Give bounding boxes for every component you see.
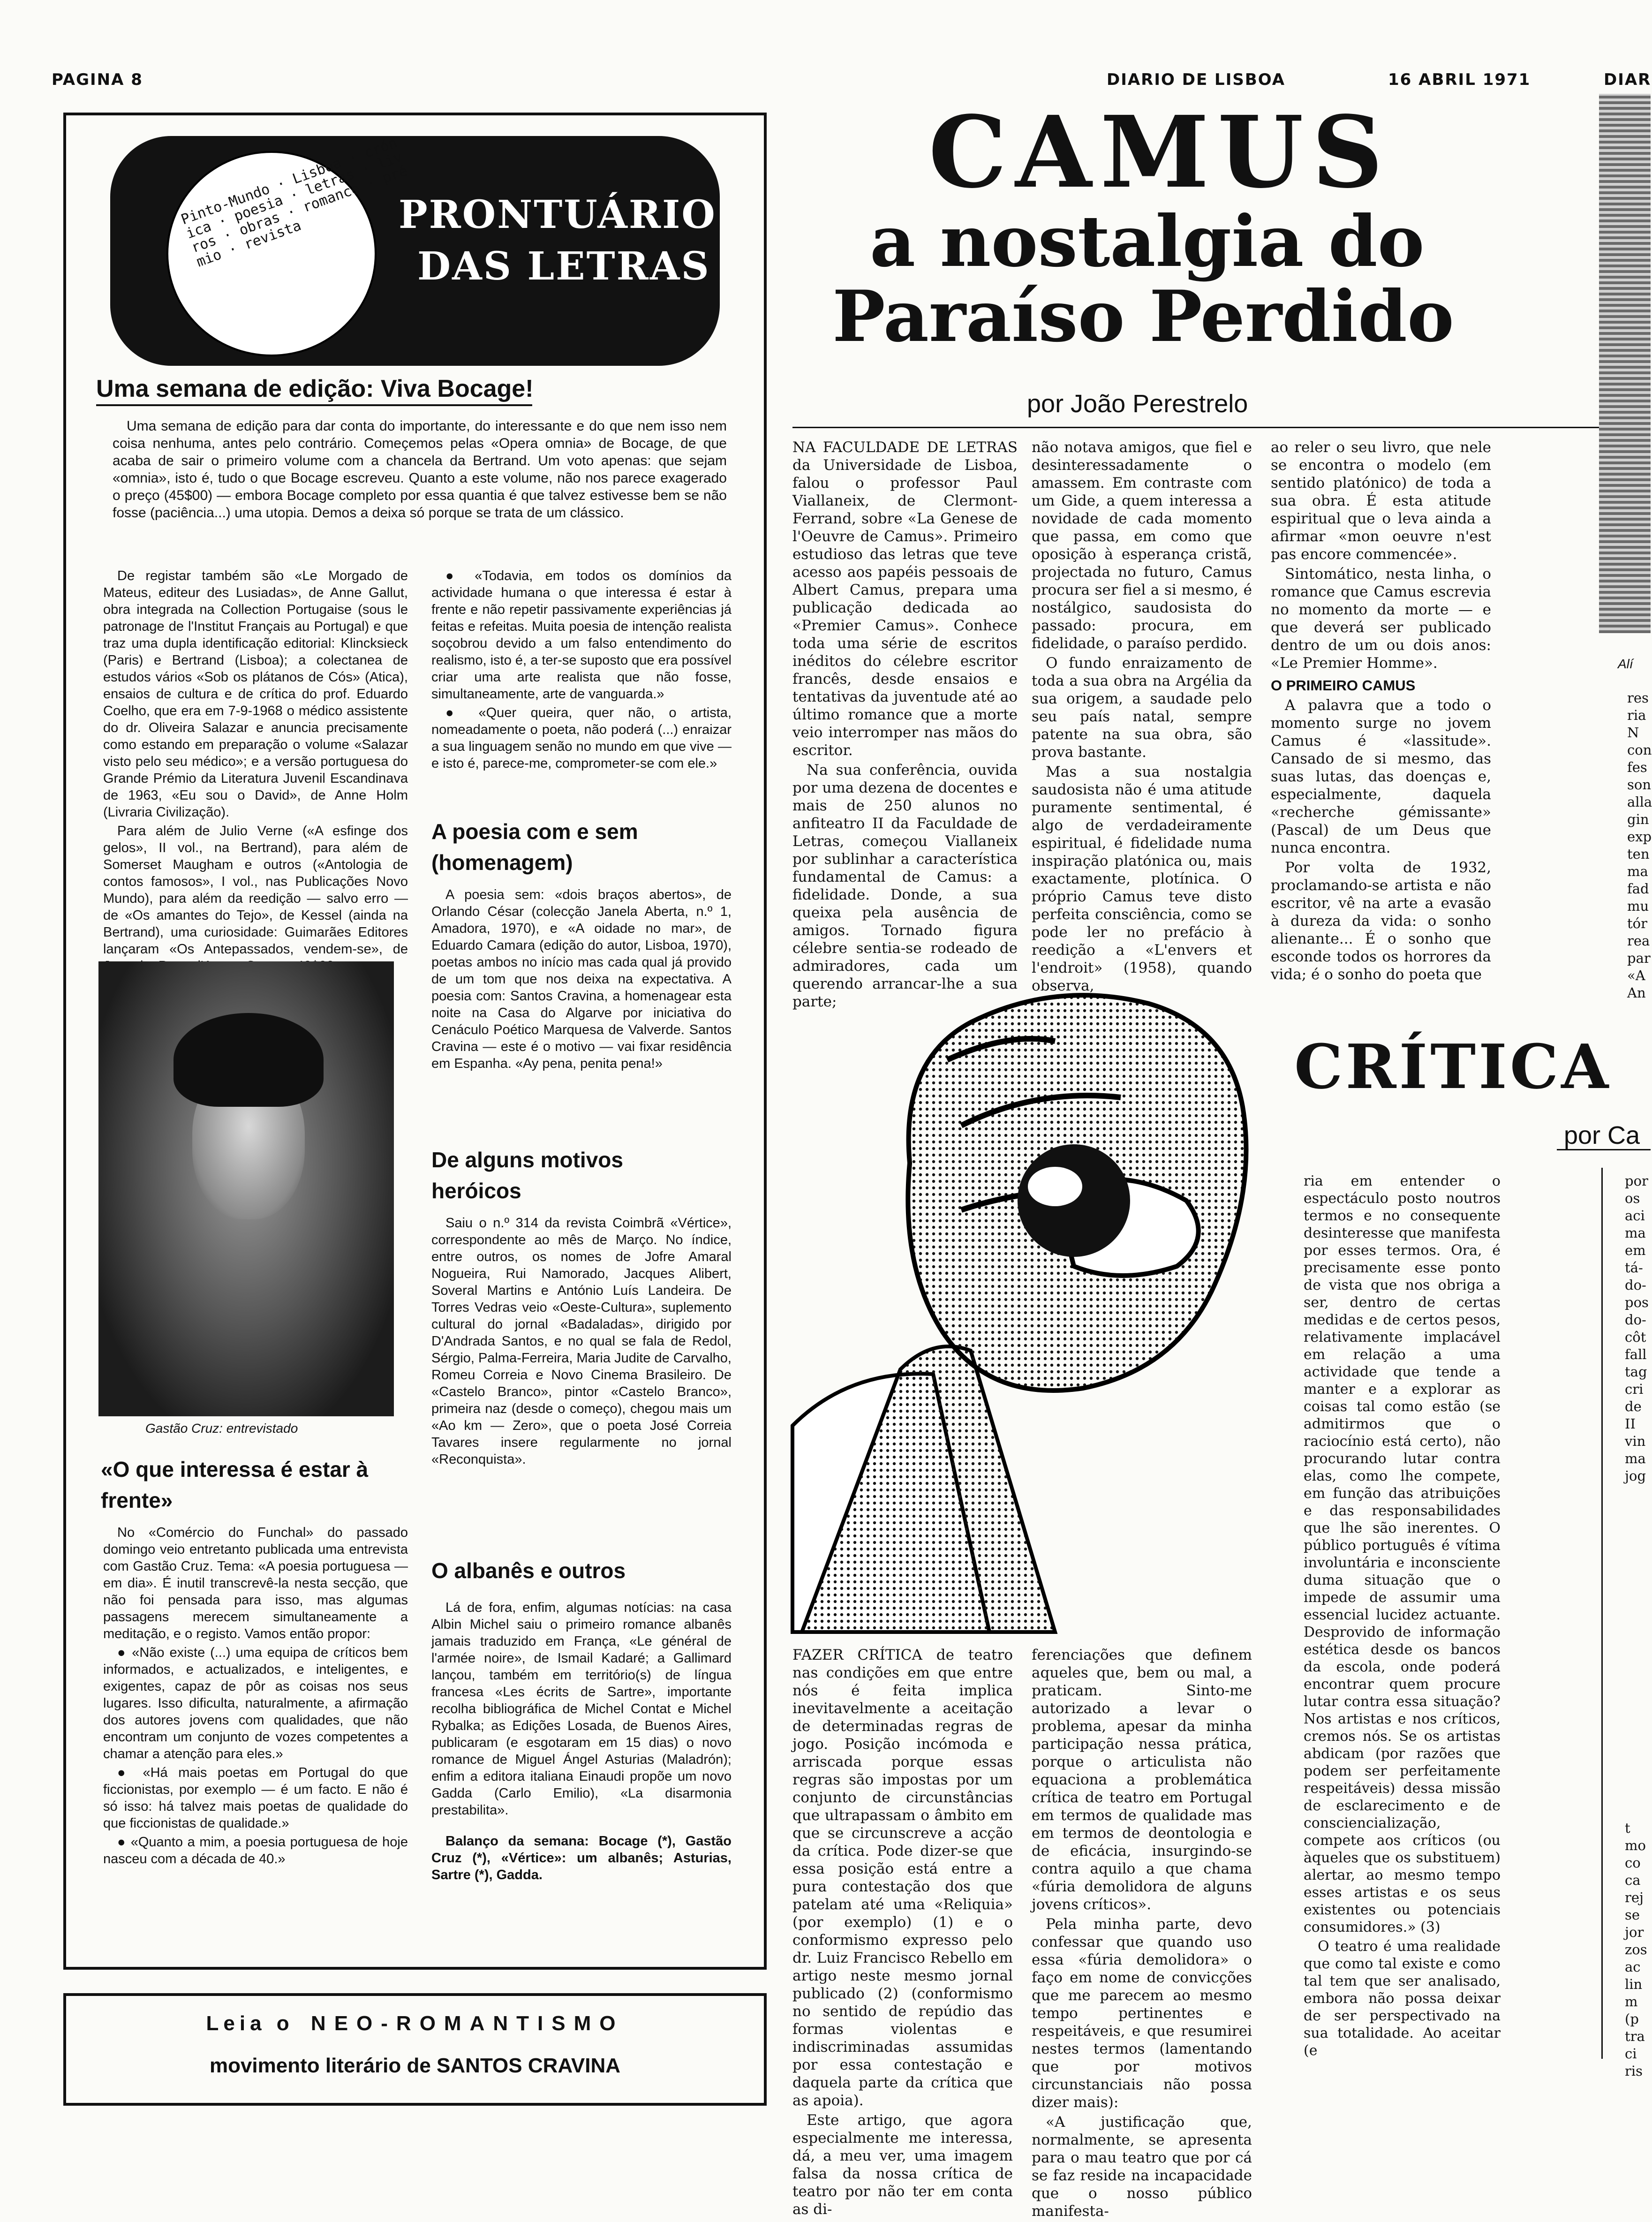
bleed-word: de (1625, 1398, 1642, 1414)
bleed-word: fall (1625, 1346, 1647, 1362)
bleed-word: tag (1625, 1364, 1647, 1380)
balanco-da-semana: Balanço da semana: Bocage (*), Gastão Cruz (*), «Vértice»: um albanês; Asturias, Sartre (*), Gadda. (431, 1834, 732, 1882)
next-page-header-fragment: DIAR (1604, 70, 1652, 89)
photo-caption: Gastão Cruz: entrevistado (145, 1421, 298, 1436)
bleed-caption-fragment: Alí (1618, 657, 1633, 671)
intro-paragraph: Uma semana de edição para dar conta do importante, do interessante e do que nem isso nem coisa nenhuma, antes pelo contrário. Começemos pelas «Opera omnia» de Bocage, de que acaba de sair o primeiro volume com a chancela da Bertrand. Um voto apenas: que sejam «omnia», isto é, tudo o que Bocage escreveu. Quanto a este volume, não nos parece exagerado o preço (45$00) — embora Bocage completo por essa quantia é que talvez estivesse bem se não fosse (paciência...) uma utopia. Demos a deixa só porque se trata de um clássico. (113, 418, 727, 521)
headline-underline (96, 404, 532, 406)
banner-title-line1: PRONTUÁRIO (399, 192, 717, 237)
col1-paragraph-1: De registar também são «Le Morgado de Mateus, editeur des Lusiadas», de Anne Gallut, obra integrada na Collection Portugaise (sous le patronage de l'Institut Français au Portugal) e que traz uma dupla identificação editorial: Klincksieck (Paris) e Bertrand (Lisboa); a colectanea de estudos vários «Sob os plátanos de Cós» (Atica), ensaios de cultura e de crítica do prof. Eduardo Coelho, que era em 7-9-1968 o médico assistente do dr. Oliveira Salazar e anuncia precisamente como estando em preparação o volume «Salazar visto pelo seu médico»; e a versão portuguesa do Grande Prémio da Literatura Juvenil Escandinava de 1963, «Eu sou o David», de Anne Holm (Livraria Civilização). (103, 568, 408, 820)
bleed-word: se (1625, 1907, 1640, 1923)
critica-col2 (1032, 1646, 1252, 2222)
bleed-word: os (1625, 1190, 1640, 1206)
motivos-headline: De alguns motivos heróicos (431, 1148, 623, 1203)
bleed-word: ris (1625, 2063, 1643, 2079)
bleed-word: II (1625, 1416, 1636, 1432)
camus-col2-paragraph-3: Mas a sua nostalgia saudosista não é uma atitude puramente sentimental, é algo de verdadeiramente espiritual, é fidelidade numa inspiração platónica ou, mais exactamente, plotínica. O próprio Camus teve disto perfeita consciência, como se pode ler no prefácio à reedição a «L'envers et l'endroit» (1958), quando observa, (1032, 763, 1252, 994)
critica-col1-paragraph-2: Este artigo, que agora especialmente me interessa, dá, a meu ver, uma imagem falsa da nossa crítica de teatro por não ter em conta as di- (792, 2112, 1013, 2218)
bleed-word: jog (1625, 1468, 1646, 1484)
bleed-photo-fragment (1599, 94, 1651, 633)
bleed-word: res (1627, 690, 1649, 706)
prontuario-col1 (103, 567, 408, 976)
bleed-word: por (1625, 1173, 1648, 1189)
bleed-word: fad (1627, 881, 1649, 897)
critica-byline: por Ca (1564, 1121, 1640, 1149)
col1-paragraph-2: Para além de Julio Verne («A esfinge dos gelos», II vol., na Bertrand), para além de Somerset Maugham e outros («Antologia de contos famosos», I vol., nas Publicações Novo Mundo), para além da reedição — salvo erro — de «Os amantes do Tejo», de Kessel (ainda na Bertrand), uma curiosidade: Guimarães Editores lançaram «Os Antepassados, vendem-se», de (103, 824, 408, 957)
ad-line-2: movimento literário de SANTOS CRAVINA (209, 2054, 621, 2077)
albanes-body (431, 1599, 732, 1885)
bleed-word: jor (1625, 1924, 1644, 1940)
critica-col3-paragraph-2: O teatro é uma realidade que como tal existe e como tal tem que ser analisado, embora não possa deixar de ser perspectivado na sua totalidade. Ao aceitar (e (1304, 1938, 1501, 2059)
ad-line-1 (82, 2012, 748, 2035)
bleed-word: fes (1627, 759, 1647, 775)
bleed-word: aci (1625, 1208, 1645, 1224)
camus-col1-paragraph-2: Na sua conferência, ouvida por uma dezena de docentes e mais de 250 alunos no anfiteatro II da Faculdade de Letras, começou Viallaneix por sublinhar a característica fundamental de Camus: a fidelidade. Donde, a sua queixa pela ausência de amigos. Tornado figura célebre sentia-se rodeado de admiradores, cada um querendo arrancar-lhe a sua parte; (792, 762, 1018, 1010)
banner-title-line2: DAS LETRAS (417, 244, 710, 289)
bleed-word: ac (1625, 1959, 1641, 1975)
camus-title: CAMUS (928, 94, 1392, 210)
col2-bullet-1: ● «Todavia, em todos os domínios da actividade humana o que interessa é estar à frente e não repetir passivamente experiências já feitas e refeitas. Muita poesia de intenção realista soçobrou devido a um falso entendimento do realismo, isto é, a ter-se suposto que era possível criar uma arte realista que não fosse, simultaneamente, arte de vanguarda.» (431, 567, 732, 703)
motivos-body (431, 1215, 732, 1470)
interest-body (103, 1524, 408, 1869)
bleed-word: (p (1625, 2011, 1639, 2027)
critica-title: CRÍTICA (1294, 1031, 1612, 1103)
prontuario-col2 (431, 567, 732, 774)
poesia-paragraph: A poesia sem: «dois braços abertos», de Orlando César (colecção Janela Aberta, n.º 1, Amadora, 1970), e «A oidade no mar», de Eduardo Camara (edição do autor, Lisboa, 1970), poetas ambos no início mas cada qual já provido de um tom que nos deixa na expectativa. A poesia com: Santos Cravina, a homenagear esta noite na Casa do Algarve por iniciativa do Cenáculo Poético Marquesa de Valverde. Santos Cravina — este é o motivo — vai fixar residência em Espanha. «Ay pena, penita pena!» (431, 887, 732, 1071)
column-divider (1601, 1168, 1603, 2059)
bleed-word: rej (1625, 1889, 1644, 1905)
bleed-word: ma (1627, 863, 1648, 879)
neo-romantismo-ad (63, 1993, 767, 2106)
gastao-cruz-photo (98, 961, 394, 1416)
interest-paragraph: No «Comércio do Funchal» do passado domingo veio entretanto publicada uma entrevista com Gastão Cruz. Tema: «A poesia portuguesa — em dia». É inutil transcrevê-la nesta secção, que não foi pensada para isso, mas algumas passagens merecem simultaneamente a meditação, e o registo. Vamos então propor: (103, 1525, 408, 1641)
bleed-word: em (1625, 1242, 1646, 1258)
ad-prefix: Leia o (206, 2012, 294, 2035)
prontuario-headline: Uma semana de edição: Viva Bocage! (96, 375, 534, 402)
camus-col3 (1271, 438, 1491, 985)
poesia-headline: A poesia com e sem (homenagem) (431, 819, 638, 875)
bleed-word: tra (1625, 2028, 1645, 2044)
critica-col2-paragraph-3: «A justificação que, normalmente, se apresenta para o mau teatro que por cá se faz reside na incapacidade que o nosso público manifesta- (1032, 2114, 1252, 2220)
bleed-word: con (1627, 742, 1652, 758)
bleed-word: ria (1627, 707, 1646, 723)
bleed-word: N (1627, 725, 1639, 741)
interest-bullet-2: ● «Há mais poetas em Portugal do que ficcionistas, por exemplo — é um facto. E não é só isso: há talvez mais poetas de qualidade do que ficcionistas de qualidade.» (103, 1764, 408, 1832)
camus-col3-paragraph-1: ao reler o seu livro, que nele se encontra o modelo (em sentido platónico) de toda a sua obra. É esta atitude espiritual que o leva ainda a afirmar «mon oeuvre n'est pas encore commencée». (1271, 439, 1491, 563)
camus-subtitle-line1: a nostalgia do (870, 200, 1425, 283)
bleed-word: tá- (1625, 1260, 1643, 1276)
col2-bullet-2: ● «Quer queira, quer não, o artista, nomeadamente o poeta, não poderá (...) enraizar a sua linguagem senão no mundo em que vive — e isto é, parece-me, comprometer-se com ele.» (431, 704, 732, 772)
bleed-word: tór (1627, 915, 1647, 931)
newspaper-name: DIARIO DE LISBOA (1107, 70, 1286, 89)
bleed-word: mo (1625, 1837, 1646, 1853)
bleed-word: alla (1627, 794, 1652, 810)
bleed-word: «A (1627, 967, 1645, 983)
ad-movement-name: NEO-ROMANTISMO (310, 2012, 624, 2035)
critica-col1-paragraph-1: FAZER CRÍTICA de teatro nas condições em que entre nós é feita implica inevitavelmente a aceitação de determinadas regras de jogo. Posição incómoda e arriscada porque essas regras são impostas por um conjunto de circunstâncias que ultrapassam o âmbito em que se circunscreve a acção da crítica. Pode dizer-se que essa posição está entre a pura contestação dos que patelam até uma «Reliquia» (por exemplo) (1) e o conformismo expresso pelo dr. Luiz Francisco Rebello em artigo neste mesmo jornal publicado (2) (conformismo no sentido de repúdio das formas violentas e indiscriminadas assumidas por essa contestação e daquela parte da crítica que as apoia). (792, 1647, 1013, 2109)
critica-col2-paragraph-1: ferenciações que definem aqueles que, bem ou mal, a praticam. Sinto-me autorizado a levar o problema, apesar da minha participação nessa prática, porque o articulista não equaciona a problemática crítica de teatro em Portugal em termos de qualidade mas em termos de deontologia e de eficácia, insurgindo-se contra aquilo a que chama «fúria demolidora de alguns jovens críticos». (1032, 1647, 1252, 1913)
camus-col2-paragraph-2: O fundo enraizamento de toda a sua obra na Argélia da sua origem, a saudade pelo seu país natal, sempre patente na sua obra, são prova bastante. (1032, 655, 1252, 761)
bleed-word: ma (1625, 1225, 1646, 1241)
bleed-word: gin (1627, 811, 1649, 827)
camus-subtitle-line2: Paraíso Perdido (832, 275, 1454, 358)
bleed-word: côt (1625, 1329, 1646, 1345)
camus-col1-paragraph-1: NA FACULDADE DE LETRAS da Universidade de Lisboa, falou o professor Paul Viallaneix, de Clermont-Ferrand, sobre «La Genese de l'Oeuvre de Camus». Primeiro estudioso das letras que teve acesso aos papéis pessoais de Albert Camus, prepara uma publicação dedicada ao «Premier Camus». Conhece toda uma série de escritos inéditos do célebre escritor francês, desde ensaios e tentativas da juventude até ao último romance que a morte veio interromper nas mãos do escritor. (792, 439, 1018, 759)
critica-col2-paragraph-2: Pela minha parte, devo confessar que quando uso essa «fúria demolidora» o faço em nome de convicções que me parecem ao mesmo tempo pertinentes e respeitáveis, e que resumirei nestes termos (lamentando que por motivos circunstanciais não possa dizer mais): (1032, 1916, 1252, 2111)
camus-col3-paragraph-3: A palavra que a todo o momento surge no jovem Camus é «lassitude». Cansado de si mesmo, das suas lutas, das doenças e, especialmente, daquela «recherche gémissante» (Pascal) de um Deus que nunca encontra. (1271, 697, 1491, 856)
bleed-word: zos (1625, 1942, 1647, 1957)
globe-collage-text: Pinto-Mundo · Lisboa · crónica · poesia · letras · livros · obras · romance · prémio · revista (179, 134, 410, 271)
bleed-word: rea (1627, 933, 1650, 949)
albanes-headline: O albanês e outros (431, 1558, 626, 1583)
bleed-text-bottom-2 (1625, 1820, 1651, 2080)
bleed-word: mu (1627, 898, 1649, 914)
page-number: PAGINA 8 (52, 70, 143, 89)
bleed-word: do- (1625, 1312, 1646, 1328)
bleed-word: exp (1627, 829, 1652, 845)
bleed-word: vin (1625, 1433, 1646, 1449)
interest-bullet-1: ● «Não existe (...) uma equipa de críticos bem informados, e actualizados, e inteligentes, e exigentes, capaz de pôr as coisas nos seus lugares. Isso dificulta, naturalmente, a afirmação dos autores jovens com qualidades, que não encontram um conjunto de vozes competentes a chamar a atenção para eles.» (103, 1644, 408, 1762)
camus-col3-subheading: O PRIMEIRO CAMUS (1271, 677, 1416, 694)
camus-col3-paragraph-4: Por volta de 1932, proclamando-se artista e não escritor, vê na arte a evasão à dureza da vida: o sonho alienante... É o sonho que esconde todos os horrores da vida; é o sonho do poeta que (1271, 859, 1491, 983)
portrait-hair (173, 1013, 324, 1107)
camus-col2-paragraph-1: não notava amigos, que fiel e desinteressadamente o amassem. Em contraste com um Gide, a quem interessa a novidade de cada momento que passa, em como que oposição à esperança cristã, projectada no futuro, Camus procura ser fiel a si mesmo, é nostálgico, saudosista do passado: procura, em fidelidade, o paraíso perdido. (1032, 439, 1252, 652)
motivos-paragraph: Saiu o n.º 314 da revista Coimbrã «Vértice», correspondente ao mês de Março. No índice, entre outros, os nomes de Jofre Amaral Nogueira, Rui Namorado, Jacques Alibert, Soveral Martins e António Luís Landeira. De Torres Vedras veio «Oeste-Cultura», suplemento cultural do jornal «Badaladas», dirigido por D'Andrada Santos, e no qual se fala de Redol, Sérgio, Palma-Ferreira, Maria Judite de Carvalho, Romeu Correia e Novo Cinema Brasileiro. De «Castelo Branco», pintor «Castelo Branco», primeira naz (desde o começo), chegou mais um «Ao km — Zero», que o poeta José Correia Tavares insere regularmente no jornal «Reconquista». (431, 1216, 732, 1467)
bleed-word: m (1625, 1994, 1638, 2010)
bleed-word: pos (1625, 1294, 1649, 1310)
bleed-word: ten (1627, 846, 1650, 862)
camus-col3-paragraph-2: Sintomático, nesta linha, o romance que Camus escrevia no momento da morte — e que deverá ser publicado dentro de um ou dois anos: «Le Premier Homme». (1271, 566, 1491, 672)
bleed-word: co (1625, 1855, 1641, 1871)
bleed-word: ci (1625, 2046, 1637, 2062)
bleed-word: An (1627, 985, 1646, 1001)
bleed-text-bottom (1625, 1172, 1651, 1485)
critica-col3-paragraph-1: ria em entender o espectáculo posto noutros termos e no consequente desinteresse que manifesta por esses termos. Ora, é precisamente esse ponto de vista que nos obriga a ser, dentro de certas medidas e de certos pesos, relativamente implacável em relação a uma actividade que tende a manter e a explorar as coisas tal como estão (se admitirmos que o raciocínio está certo), não procurando lutar contra elas, como lhe compete, em função das atribuições e das responsabilidades que lhe são inerentes. O público português é vítima involuntária e inconsciente duma situação que o impede de assumir uma essencial lucidez actuante. Desprovido de informação estética desde os bancos da escola, onde poderá encontrar quem procure lutar contra essa situação? Nos artistas e nos críticos, cremos nós. Se os artistas abdicam (por razões que podem ser perfeitamente respeitáveis) dessa missão de esclarecimento e de consciencialização, compete aos críticos (ou àqueles que os substituem) alertar, ao mesmo tempo esses artistas e os seus existentes ou potenciais consumidores.» (3) (1304, 1173, 1501, 1935)
critica-col1 (792, 1646, 1013, 2220)
bleed-word: par (1627, 950, 1651, 966)
bleed-text-top (1627, 689, 1651, 1002)
albanes-paragraph: Lá de fora, enfim, algumas notícias: na casa Albin Michel saiu o primeiro romance albanês jamais traduzido em França, «Le général de l'armée noire», de Ismail Kadaré; a Gallimard lançou, também em território(s) de língua francesa «Les écrits de Sartre», importante recolha bibliográfica de Michel Contat e Michel Rybalka; as Edições Losada, de Buenos Aires, publicaram (e esgotaram em 15 dias) o novo romance de Miguel Ángel Asturias (Maladrón); enfim a editora italiana Einaudi propõe um novo Gadda (Carlo Emilio), «La disarmonia prestabilita». (431, 1600, 732, 1818)
interest-bullet-3: ● «Quanto a mim, a poesia portuguesa de hoje nasceu com a década de 40.» (103, 1834, 408, 1867)
bleed-word: ca (1625, 1872, 1641, 1888)
globe-illustration (166, 134, 410, 356)
prontuario-intro (113, 417, 727, 523)
bleed-word: son (1627, 777, 1652, 793)
poesia-body (431, 886, 732, 1074)
bleed-word: lin (1625, 1976, 1643, 1992)
camus-byline: por João Perestrelo (1027, 390, 1248, 418)
bleed-word: do- (1625, 1277, 1646, 1293)
fingernail (1028, 1167, 1082, 1206)
pointing-fist-illustration (792, 863, 1285, 1632)
interest-headline: «O que interessa é estar à frente» (101, 1457, 369, 1512)
bleed-word: t (1625, 1820, 1630, 1836)
critica-col3 (1304, 1172, 1501, 2061)
camus-byline-rule (792, 427, 1651, 428)
issue-date: 16 ABRIL 1971 (1388, 70, 1531, 89)
bleed-word: cri (1625, 1381, 1644, 1397)
bleed-word: ma (1625, 1451, 1646, 1466)
